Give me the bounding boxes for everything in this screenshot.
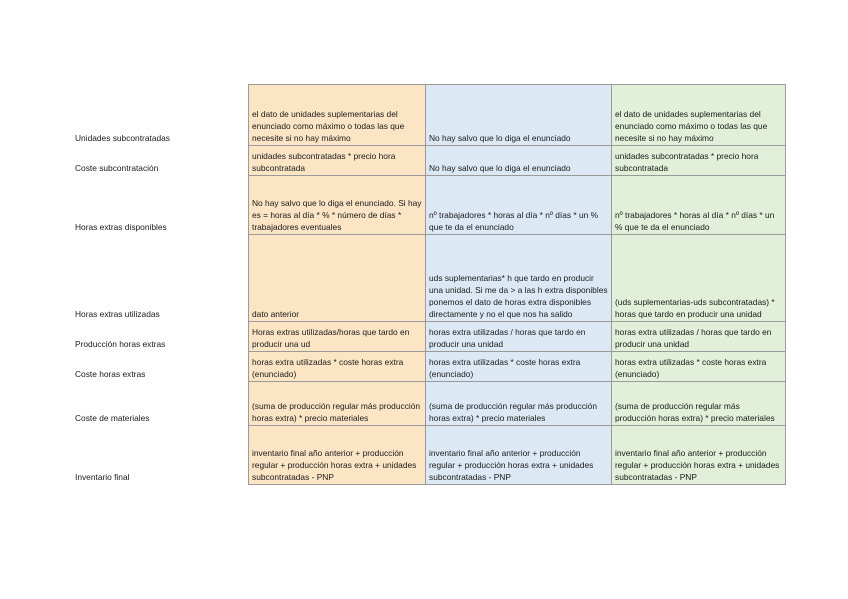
cell-col2[interactable]: No hay salvo que lo diga el enunciado — [426, 85, 612, 146]
row-label[interactable]: Coste subcontratación — [70, 146, 249, 176]
cell-col1[interactable]: horas extra utilizadas * coste horas extra (enunciado) — [249, 352, 426, 382]
cell-col1[interactable]: Horas extras utilizadas/horas que tardo en producir una ud — [249, 322, 426, 352]
row-label[interactable]: Horas extras disponibles — [70, 176, 249, 235]
cell-col3[interactable]: horas extra utilizadas * coste horas extra (enunciado) — [612, 352, 786, 382]
cell-col1[interactable]: el dato de unidades suplementarias del enunciado como máximo o todas las que necesite si no hay máximo — [249, 85, 426, 146]
table-row — [70, 352, 786, 382]
table-row — [70, 85, 786, 146]
cell-col2[interactable]: uds suplementarias* h que tardo en producir una unidad. Si me da > a las h extra disponibles ponemos el dato de horas extra disponibles directamente y no el que nos ha salido — [426, 235, 612, 322]
row-label[interactable]: Unidades subcontratadas — [70, 85, 249, 146]
table-row — [70, 235, 786, 322]
cell-col2[interactable]: horas extra utilizadas * coste horas extra (enunciado) — [426, 352, 612, 382]
row-label[interactable]: Coste de materiales — [70, 382, 249, 426]
row-label[interactable]: Producción horas extras — [70, 322, 249, 352]
formula-table — [70, 84, 786, 485]
table-row — [70, 322, 786, 352]
table-row — [70, 426, 786, 485]
cell-col2[interactable]: (suma de producción regular más producción horas extra) * precio materiales — [426, 382, 612, 426]
table-row — [70, 176, 786, 235]
cell-col2[interactable]: nº trabajadores * horas al día * nº días * un % que te da el enunciado — [426, 176, 612, 235]
cell-col3[interactable]: el dato de unidades suplementarias del enunciado como máximo o todas las que necesite si no hay máximo — [612, 85, 786, 146]
table-row — [70, 146, 786, 176]
table-row — [70, 382, 786, 426]
row-label[interactable]: Horas extras utilizadas — [70, 235, 249, 322]
cell-col1[interactable]: (suma de producción regular más producción horas extra) * precio materiales — [249, 382, 426, 426]
cell-col3[interactable]: unidades subcontratadas * precio hora subcontratada — [612, 146, 786, 176]
cell-col1[interactable]: inventario final año anterior + producción regular + producción horas extra + unidades subcontratadas - PNP — [249, 426, 426, 485]
row-label[interactable]: Inventario final — [70, 426, 249, 485]
cell-col2[interactable]: horas extra utilizadas / horas que tardo en producir una unidad — [426, 322, 612, 352]
cell-col3[interactable]: horas extra utilizadas / horas que tardo en producir una unidad — [612, 322, 786, 352]
cell-col2[interactable]: No hay salvo que lo diga el enunciado — [426, 146, 612, 176]
cell-col1[interactable]: dato anterior — [249, 235, 426, 322]
spreadsheet-sheet — [70, 84, 786, 485]
cell-col3[interactable]: (uds suplementarias-uds subcontratadas) * horas que tardo en producir una unidad — [612, 235, 786, 322]
cell-col1[interactable]: unidades subcontratadas * precio hora subcontratada — [249, 146, 426, 176]
cell-col1[interactable]: No hay salvo que lo diga el enunciado. Si hay es = horas al día * % * número de días * trabajadores eventuales — [249, 176, 426, 235]
cell-col3[interactable]: nº trabajadores * horas al día * nº días * un % que te da el enunciado — [612, 176, 786, 235]
cell-col3[interactable]: inventario final año anterior + producción regular + producción horas extra + unidades subcontratadas - PNP — [612, 426, 786, 485]
cell-col3[interactable]: (suma de producción regular más producción horas extra) * precio materiales — [612, 382, 786, 426]
cell-col2[interactable]: inventario final año anterior + producción regular + producción horas extra + unidades subcontratadas - PNP — [426, 426, 612, 485]
row-label[interactable]: Coste horas extras — [70, 352, 249, 382]
